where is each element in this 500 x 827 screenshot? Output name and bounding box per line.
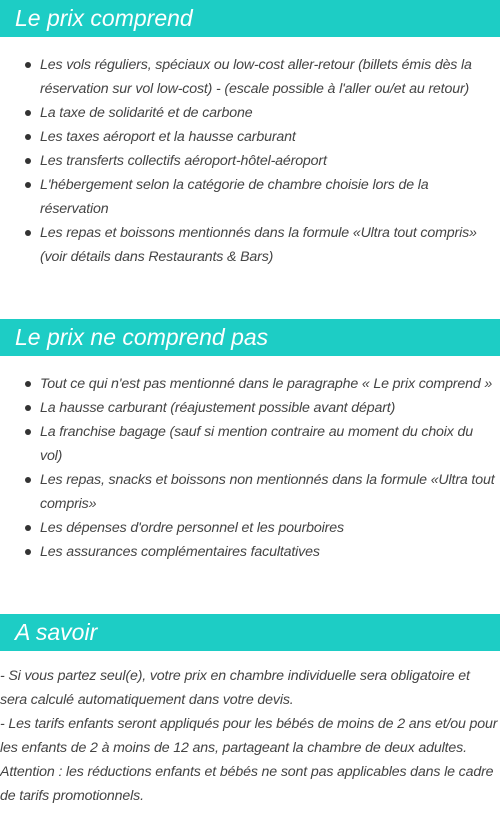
bullet-icon: [25, 134, 31, 140]
section-title-included: Le prix comprend: [0, 0, 500, 37]
list-item-text: L'hébergement selon la catégorie de chambre choisie lors de la réservation: [40, 177, 429, 217]
list-item: [0, 221, 500, 269]
bullet-icon: [25, 525, 31, 531]
list-item: [0, 53, 500, 101]
bullet-icon: [25, 405, 31, 411]
bullet-icon: [25, 381, 31, 387]
list-item-text: La taxe de solidarité et de carbone: [40, 105, 253, 121]
list-item-text: Les repas, snacks et boissons non mentionnés dans la formule «Ultra tout compris»: [40, 472, 495, 512]
bullet-icon: [25, 477, 31, 483]
list-item: [0, 516, 500, 540]
list-item-text: Les transferts collectifs aéroport-hôtel-aéroport: [40, 153, 327, 169]
list-item-text: Les assurances complémentaires facultatives: [40, 544, 320, 560]
bullet-icon: [25, 110, 31, 116]
list-item-text: Les dépenses d'ordre personnel et les pourboires: [40, 520, 344, 536]
section-title-info: A savoir: [0, 614, 500, 651]
included-list: [0, 53, 500, 269]
section-title-excluded: Le prix ne comprend pas: [0, 319, 500, 356]
list-item: [0, 173, 500, 221]
list-item: [0, 372, 500, 396]
list-item-text: La franchise bagage (sauf si mention contraire au moment du choix du vol): [40, 424, 474, 464]
list-item: [0, 101, 500, 125]
list-item: [0, 125, 500, 149]
info-paragraph: - Si vous partez seul(e), votre prix en chambre individuelle sera obligatoire et sera calculé automatiquement dans votre devis.: [0, 668, 470, 708]
list-item: [0, 396, 500, 420]
excluded-list: [0, 372, 500, 564]
bullet-icon: [25, 158, 31, 164]
info-text: [0, 664, 500, 808]
list-item-text: La hausse carburant (réajustement possible avant départ): [40, 400, 396, 416]
bullet-icon: [25, 182, 31, 188]
list-item-text: Les taxes aéroport et la hausse carburant: [40, 129, 296, 145]
list-item-text: Les vols réguliers, spéciaux ou low-cost aller-retour (billets émis dès la réservation sur vol low-cost) - (escale possible à l'aller ou/et au retour): [40, 57, 472, 97]
info-paragraph: Attention : les réductions enfants et bébés ne sont pas applicables dans le cadre de tarifs promotionnels.: [0, 764, 494, 804]
list-item-text: Tout ce qui n'est pas mentionné dans le paragraphe « Le prix comprend »: [40, 376, 493, 392]
list-item: [0, 420, 500, 468]
bullet-icon: [25, 62, 31, 68]
list-item: [0, 149, 500, 173]
list-item-text: Les repas et boissons mentionnés dans la formule «Ultra tout compris» (voir détails dans Restaurants & Bars): [40, 225, 477, 265]
bullet-icon: [25, 549, 31, 555]
info-paragraph: - Les tarifs enfants seront appliqués pour les bébés de moins de 2 ans et/ou pour les enfants de 2 à moins de 12 ans, partageant la chambre de deux adultes.: [0, 716, 498, 756]
list-item: [0, 468, 500, 516]
bullet-icon: [25, 230, 31, 236]
bullet-icon: [25, 429, 31, 435]
list-item: [0, 540, 500, 564]
